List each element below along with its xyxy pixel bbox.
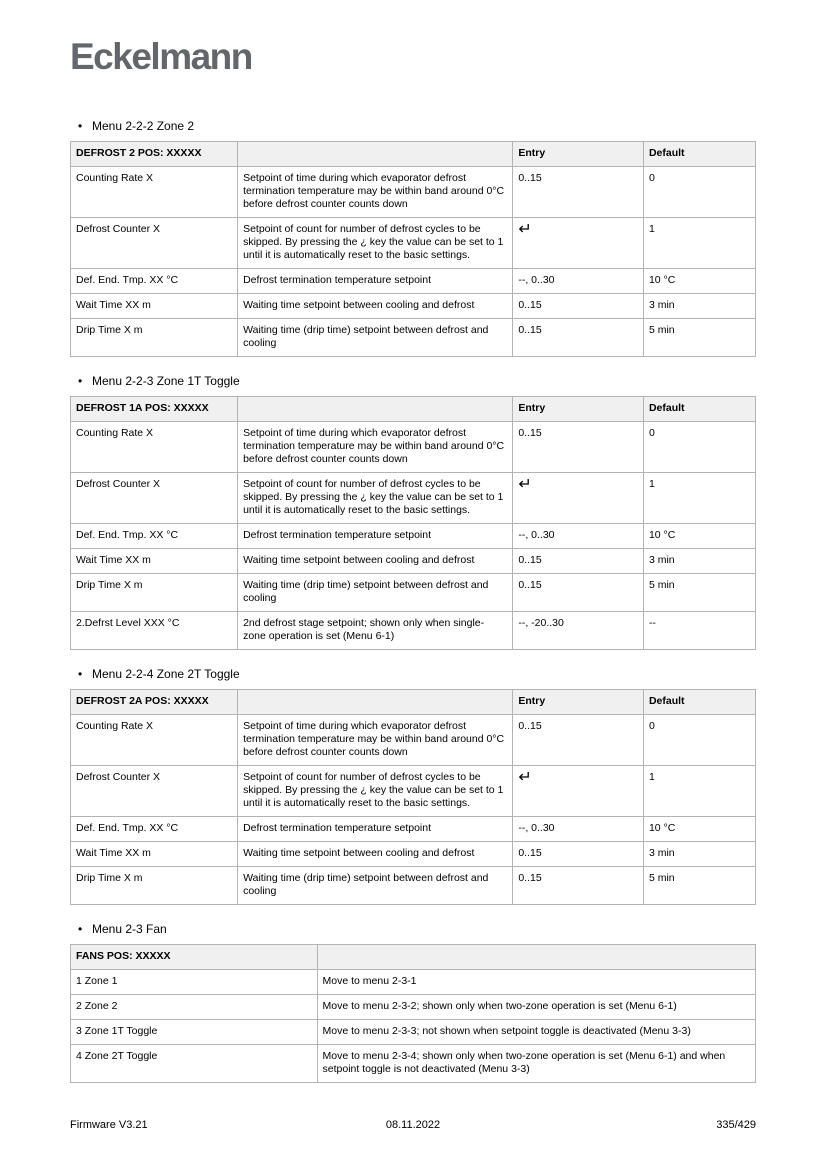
sections xyxy=(70,119,756,1083)
eckelmann-logo: Eckelmann xyxy=(70,36,252,77)
table-header-cell xyxy=(238,689,513,714)
table-cell: 4 Zone 2T Toggle xyxy=(71,1044,318,1082)
data-table xyxy=(70,141,756,357)
table-row xyxy=(71,994,756,1019)
table-cell: 1 Zone 1 xyxy=(71,969,318,994)
table-cell: 0..15 xyxy=(513,548,644,573)
table-cell: 10 °C xyxy=(643,268,755,293)
table-cell: 1 xyxy=(643,765,755,816)
section-heading-text: Menu 2-2-3 Zone 1T Toggle xyxy=(92,373,240,388)
table-cell: -- xyxy=(643,611,755,649)
table-header-cell: Entry xyxy=(513,396,644,421)
table-header-cell: Entry xyxy=(513,689,644,714)
table-row xyxy=(71,573,756,611)
table-cell: 3 min xyxy=(643,548,755,573)
table-cell: 1 xyxy=(643,472,755,523)
table-header-cell: DEFROST 1A POS: XXXXX xyxy=(71,396,238,421)
table-header-row xyxy=(71,396,756,421)
table-cell: Defrost Counter X xyxy=(71,765,238,816)
table-cell: Waiting time setpoint between cooling and defrost xyxy=(238,841,513,866)
table-cell: 10 °C xyxy=(643,523,755,548)
table-cell: --, 0..30 xyxy=(513,523,644,548)
table-cell: 0..15 xyxy=(513,573,644,611)
table-head xyxy=(71,141,756,166)
table-cell: Wait Time XX m xyxy=(71,841,238,866)
table-cell: Waiting time (drip time) setpoint between defrost and cooling xyxy=(238,866,513,904)
section-heading xyxy=(78,374,756,388)
table-cell: Move to menu 2-3-1 xyxy=(317,969,755,994)
bullet-icon: • xyxy=(78,373,83,388)
table-cell: Counting Rate X xyxy=(71,166,238,217)
table-row xyxy=(71,318,756,356)
table-row xyxy=(71,816,756,841)
table-cell: Drip Time X m xyxy=(71,866,238,904)
table-cell: Move to menu 2-3-3; not shown when setpoint toggle is deactivated (Menu 3-3) xyxy=(317,1019,755,1044)
table-cell: 2.Defrst Level XXX °C xyxy=(71,611,238,649)
table-row xyxy=(71,217,756,268)
table-row xyxy=(71,472,756,523)
section-2 xyxy=(70,374,756,650)
table-cell: Defrost termination temperature setpoint xyxy=(238,816,513,841)
table-cell: Setpoint of time during which evaporator defrost termination temperature may be within band around 0°C before defrost counter counts down xyxy=(238,421,513,472)
table-row xyxy=(71,421,756,472)
section-heading xyxy=(78,119,756,133)
table-cell: 0 xyxy=(643,714,755,765)
table-cell: Move to menu 2-3-2; shown only when two-zone operation is set (Menu 6-1) xyxy=(317,994,755,1019)
table-header-row xyxy=(71,141,756,166)
table-cell: Waiting time (drip time) setpoint between defrost and cooling xyxy=(238,573,513,611)
table-body xyxy=(71,421,756,649)
table-cell: Defrost termination temperature setpoint xyxy=(238,268,513,293)
table-header-cell: Default xyxy=(643,396,755,421)
table-cell: Move to menu 2-3-4; shown only when two-zone operation is set (Menu 6-1) and when setpoint toggle is not deactivated (Menu 3-3) xyxy=(317,1044,755,1082)
table-header-row xyxy=(71,944,756,969)
data-table xyxy=(70,689,756,905)
table-body xyxy=(71,714,756,904)
table-cell: 5 min xyxy=(643,866,755,904)
table-row xyxy=(71,1019,756,1044)
table-head xyxy=(71,944,756,969)
table-header-row xyxy=(71,689,756,714)
bullet-icon: • xyxy=(78,921,83,936)
section-heading xyxy=(78,667,756,681)
table-header-cell: DEFROST 2 POS: XXXXX xyxy=(71,141,238,166)
table-cell: Setpoint of time during which evaporator defrost termination temperature may be within band around 0°C before defrost counter counts down xyxy=(238,166,513,217)
table-cell: 0..15 xyxy=(513,166,644,217)
enter-key-icon: ↵ xyxy=(513,217,644,268)
table-header-cell xyxy=(238,396,513,421)
page-footer xyxy=(70,1119,756,1132)
section-heading-text: Menu 2-2-2 Zone 2 xyxy=(92,118,195,133)
table-row xyxy=(71,166,756,217)
table-head xyxy=(71,396,756,421)
table-cell: Def. End. Tmp. XX °C xyxy=(71,523,238,548)
table-cell: --, -20..30 xyxy=(513,611,644,649)
table-header-cell: FANS POS: XXXXX xyxy=(71,944,318,969)
table-cell: 10 °C xyxy=(643,816,755,841)
table-cell: 0 xyxy=(643,421,755,472)
enter-key-icon: ↵ xyxy=(513,765,644,816)
table-header-cell xyxy=(317,944,755,969)
table-cell: 0 xyxy=(643,166,755,217)
table-cell: 5 min xyxy=(643,573,755,611)
table-cell: Drip Time X m xyxy=(71,318,238,356)
table-cell: Counting Rate X xyxy=(71,421,238,472)
section-3 xyxy=(70,667,756,905)
footer-page-number: 335/429 xyxy=(716,1119,757,1131)
table-row xyxy=(71,1044,756,1082)
table-cell: Waiting time (drip time) setpoint between defrost and cooling xyxy=(238,318,513,356)
table-header-cell: Entry xyxy=(513,141,644,166)
table-cell: Drip Time X m xyxy=(71,573,238,611)
table-cell: 2 Zone 2 xyxy=(71,994,318,1019)
table-row xyxy=(71,714,756,765)
table-row xyxy=(71,268,756,293)
table-row xyxy=(71,969,756,994)
table-cell: Defrost Counter X xyxy=(71,472,238,523)
table-header-cell: DEFROST 2A POS: XXXXX xyxy=(71,689,238,714)
table-cell: Setpoint of count for number of defrost cycles to be skipped. By pressing the ¿ key the value can be set to 1 until it is automatically reset to the basic settings. xyxy=(238,472,513,523)
footer-firmware-version: Firmware V3.21 xyxy=(70,1119,148,1131)
table-cell: 0..15 xyxy=(513,318,644,356)
footer-date: 08.11.2022 xyxy=(385,1119,441,1131)
table-cell: Wait Time XX m xyxy=(71,293,238,318)
table-cell: 3 Zone 1T Toggle xyxy=(71,1019,318,1044)
table-cell: Def. End. Tmp. XX °C xyxy=(71,268,238,293)
table-cell: Wait Time XX m xyxy=(71,548,238,573)
table-cell: Setpoint of time during which evaporator defrost termination temperature may be within band around 0°C before defrost counter counts down xyxy=(238,714,513,765)
table-head xyxy=(71,689,756,714)
bullet-icon: • xyxy=(78,666,83,681)
table-cell: 0..15 xyxy=(513,866,644,904)
table-row xyxy=(71,611,756,649)
enter-key-icon: ↵ xyxy=(513,472,644,523)
table-body xyxy=(71,969,756,1082)
table-cell: 2nd defrost stage setpoint; shown only when single-zone operation is set (Menu 6-1) xyxy=(238,611,513,649)
table-header-cell: Default xyxy=(643,689,755,714)
table-header-cell xyxy=(238,141,513,166)
table-cell: 0..15 xyxy=(513,421,644,472)
table-cell: Waiting time setpoint between cooling and defrost xyxy=(238,548,513,573)
table-cell: 1 xyxy=(643,217,755,268)
table-body xyxy=(71,166,756,356)
section-4 xyxy=(70,922,756,1083)
table-cell: Defrost termination temperature setpoint xyxy=(238,523,513,548)
table-row xyxy=(71,765,756,816)
table-cell: --, 0..30 xyxy=(513,268,644,293)
table-row xyxy=(71,523,756,548)
section-heading-text: Menu 2-3 Fan xyxy=(92,921,167,936)
table-cell: 3 min xyxy=(643,293,755,318)
section-1 xyxy=(70,119,756,357)
table-cell: Setpoint of count for number of defrost cycles to be skipped. By pressing the ¿ key the value can be set to 1 until it is automatically reset to the basic settings. xyxy=(238,217,513,268)
bullet-icon: • xyxy=(78,118,83,133)
table-cell: Counting Rate X xyxy=(71,714,238,765)
table-cell: 0..15 xyxy=(513,293,644,318)
table-cell: Waiting time setpoint between cooling and defrost xyxy=(238,293,513,318)
table-cell: Defrost Counter X xyxy=(71,217,238,268)
section-heading xyxy=(78,922,756,936)
section-heading-text: Menu 2-2-4 Zone 2T Toggle xyxy=(92,666,240,681)
table-cell: Setpoint of count for number of defrost cycles to be skipped. By pressing the ¿ key the value can be set to 1 until it is automatically reset to the basic settings. xyxy=(238,765,513,816)
data-table xyxy=(70,396,756,650)
table-row xyxy=(71,841,756,866)
table-row xyxy=(71,548,756,573)
table-cell: 5 min xyxy=(643,318,755,356)
data-table xyxy=(70,944,756,1083)
table-cell: 0..15 xyxy=(513,714,644,765)
table-cell: 3 min xyxy=(643,841,755,866)
table-cell: --, 0..30 xyxy=(513,816,644,841)
table-header-cell: Default xyxy=(643,141,755,166)
table-row xyxy=(71,293,756,318)
table-cell: 0..15 xyxy=(513,841,644,866)
table-cell: Def. End. Tmp. XX °C xyxy=(71,816,238,841)
table-row xyxy=(71,866,756,904)
